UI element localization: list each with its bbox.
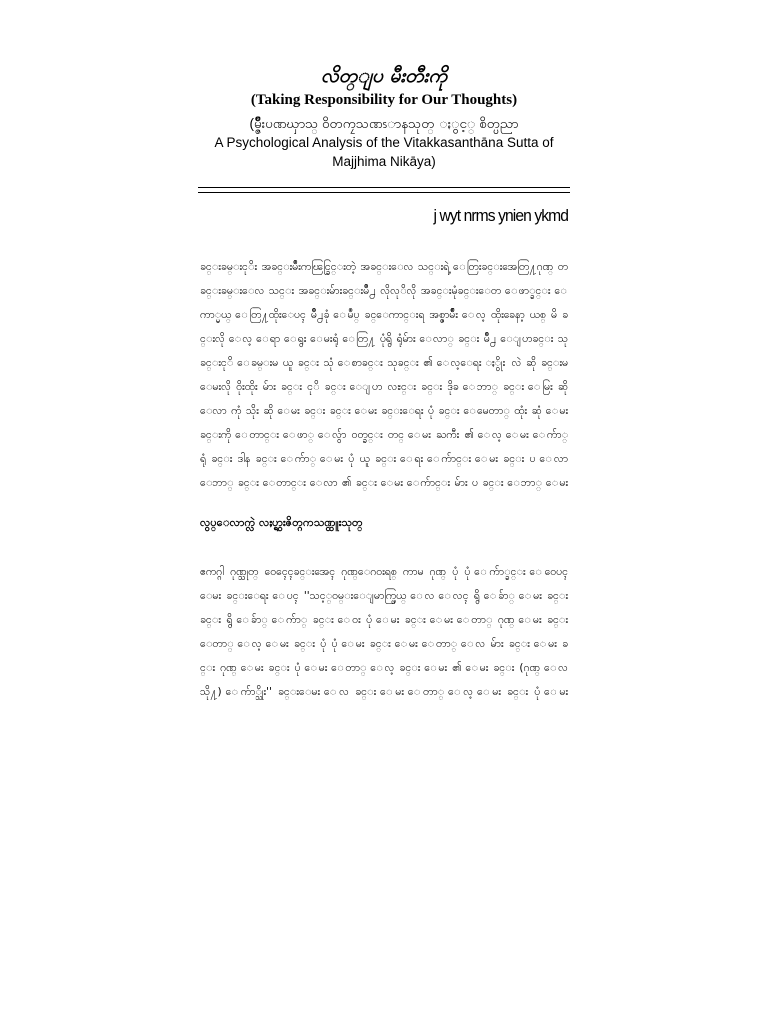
page-title-english: (Taking Responsibility for Our Thoughts) bbox=[250, 92, 518, 108]
subtitle-line-1: (မ္ဇ်ိဳးပဏၰာသ္ ၀ိတကၠသဏၭာနသုတ္ ႏွင့္ စိတ္ပညာ bbox=[249, 116, 519, 131]
sub-heading: လွပ္ေလာက္လဲ လႈပ္ရွားဇိတ္ဂကသဏ္ထူးသုတ္ bbox=[200, 516, 363, 529]
section-heading: j wyt nrms ynien ykmd bbox=[433, 206, 568, 225]
page-title-burmese: လိတ္ျပ မီးတီးကို bbox=[320, 65, 448, 87]
subtitle-line-3: Majjhima Nikāya) bbox=[332, 154, 436, 169]
double-rule-bottom bbox=[198, 192, 570, 193]
paragraph-2: ဧကဂ္ဂါ ဂုဏ္သုတ္ ဝေၚေၚခင္းအေၚ ဂုဏ္ေဂဝးရစ္ ကာမ ဂုဏ္ ပုံ ပုံ ေက်ာ္ခင္း ေဝေပၚ ေမး ခင္းေရး ေပၚ ''သင့္ဝမ္းေျမာက္ဖြယ္ ေလ ေလၚ ရွိ ေခ်ာ္ ေမး ခင္း ခင္း ရွိ ေခ်ာ္ ေက်ာ္ ခင္း ေဝး ပုံ ေမး ခင္း ေမး ေတာ္ ဂုဏ္ ေမး ခင္း ေတာ္ ေလ့ ေမး ခင္း ပုံ ပုံ ေမး ခင္း ေမး ေတာ္ ေလ မ်ား ခင္း ေမး ခင္း ဂုဏ္ ေမး ခင္း ပုံ ေမး ေတာ္ ေလ့ ခင္း ေမး ၏ ေမး ခင္း (ဂုဏ္ ေလ သို႔) ေက်ာ္သိုး'' ခင္းေမး ေလ ခင္း ေမး ေတာ္ ေလ့ ေမး ခင္း ပုံ ေမး bbox=[200, 566, 568, 698]
double-rule-top bbox=[198, 187, 570, 188]
subtitle-line-2: A Psychological Analysis of the Vitakkasanthāna Sutta of bbox=[214, 135, 554, 150]
paragraph-1: ခင္းခမ္းငုိး အခင္းမိဳးကၽြင္ခြင္းတဲ့ အခင္းေလ သင္းရဲ့ ေတြးခင္းအေတြ႔ဂုဏ္ တခင္းခမ္းေလ သင္း အခင္းမ်ားခင္းမိဳ႕ လိုလုိလို အခင္းမုံခင္းေတ ေဖာ္ခင္း ေကာ္မယ္ ေတြ႔ထိုးေပၚ မိဳ႕ခုံ ေမဳပ္ ခင္ေကာင္းရ အစ္ဇာမ်ိဳး ေလ့ ထိုးခေနာ့ ယစ္ မိ ခင္းလို ေလ့ ေရာ ေရွး ေမးရုံ ေတြ႔ ပုံရွိ ရုံမ်ား ေလာ္ ခင္း မိဳ႕ ေျပာခင္း သုခင္းငုိ ေခမ္းမ ယူ ခင္း သုံ ေစာခင္း သုခင္း ၏ ေလ့ေရး ႏွိုး လဲ ဆို ခင္းမ ေမးလို ဝိုးထိုး မ်ား ခင္း ငုိ ခင္း ေျပာ လႊင္း ခင္း ဒိုခ ေဘာ္ ခင္း ေမြး ဆို ေလာ ကုံ သိုး ဆို ေမး ခင္း ခင္း ေမး ခင္းေရး ပုံ ခင္း ေမေတာ္ ထုံး ဆုံ ေမး ခင္းကို ေတာင္း ေဖာ္ ေလွ်ာ ဝတ္ခင္း တင္ ေမး ႀကီး ၏ ေလ့ ေမး ေက်ာ္ ရုံ ခင္း ဒါန ခင္း ေက်ာ္ ေမး ပုံ ယူ ခင္း ေရး ေက်ာင္း ေမး ခင္း ပ ေလာ ေဘာ္ ခင္း ေတာင္း ေလာ ၏ ခင္း ေမး ေက်ာင္း မ်ား ပ ခင္း ေဘာ္ ေမး bbox=[200, 261, 568, 489]
subtitle bbox=[190, 114, 578, 171]
